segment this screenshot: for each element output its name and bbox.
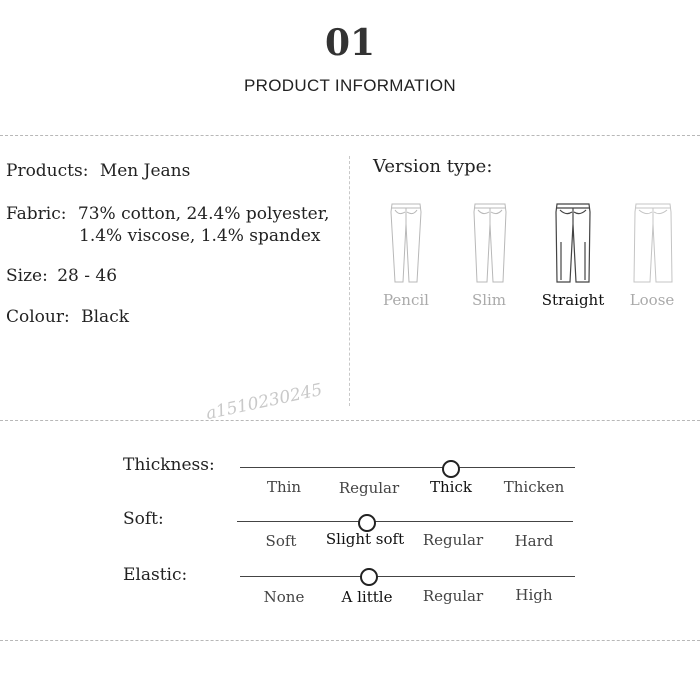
- thickness-indicator: [442, 460, 460, 478]
- thickness-label: Thickness:: [123, 455, 215, 475]
- thickness-option-thin: Thin: [266, 478, 302, 496]
- colour-label: Colour:: [6, 307, 70, 327]
- fabric-value-line1: 73% cotton, 24.4% polyester,: [77, 204, 330, 224]
- elastic-option-high: High: [515, 586, 553, 604]
- soft-option-hard: Hard: [514, 532, 554, 550]
- soft-label: Soft:: [123, 509, 164, 529]
- elastic-option-none: None: [263, 588, 305, 606]
- thickness-option-thicken: Thicken: [503, 478, 565, 496]
- watermark-text: a1510230245: [204, 379, 325, 425]
- fabric-value-line2: 1.4% viscose, 1.4% spandex: [79, 226, 321, 246]
- version-label-straight: Straight: [541, 291, 605, 309]
- elastic-option-a-little: A little: [341, 588, 393, 606]
- thickness-option-regular: Regular: [338, 479, 400, 497]
- size-label: Size:: [6, 266, 48, 286]
- colour-row: [6, 307, 129, 327]
- fabric-label: Fabric:: [6, 204, 67, 224]
- fabric-row: [6, 204, 329, 224]
- products-label: Products:: [6, 161, 89, 181]
- elastic-indicator: [360, 568, 378, 586]
- products-row: [6, 161, 190, 181]
- size-row: [6, 266, 117, 286]
- version-type-title: Version type:: [373, 156, 493, 177]
- elastic-track: [240, 576, 575, 577]
- divider-vertical: [349, 156, 350, 406]
- soft-option-slight-soft: Slight soft: [325, 530, 405, 548]
- elastic-option-regular: Regular: [422, 587, 484, 605]
- thickness-option-thick: Thick: [430, 478, 472, 496]
- divider-middle: [0, 420, 700, 421]
- divider-bottom: [0, 640, 700, 641]
- section-number: 01: [324, 22, 376, 64]
- slim-jeans-icon: [470, 202, 510, 284]
- version-label-pencil: Pencil: [383, 291, 429, 309]
- soft-track: [237, 521, 573, 522]
- version-label-slim: Slim: [471, 291, 507, 309]
- soft-option-regular: Regular: [422, 531, 484, 549]
- pencil-jeans-icon: [386, 202, 426, 284]
- colour-value: Black: [81, 307, 130, 327]
- section-title: PRODUCT INFORMATION: [244, 76, 456, 95]
- loose-jeans-icon: [633, 202, 673, 284]
- size-value: 28 - 46: [57, 266, 118, 286]
- thickness-track: [240, 467, 575, 468]
- version-label-loose: Loose: [629, 291, 675, 309]
- divider-top: [0, 135, 700, 136]
- elastic-label: Elastic:: [123, 565, 188, 585]
- products-value: Men Jeans: [99, 161, 191, 181]
- soft-option-soft: Soft: [265, 532, 297, 550]
- straight-jeans-icon: [553, 202, 593, 284]
